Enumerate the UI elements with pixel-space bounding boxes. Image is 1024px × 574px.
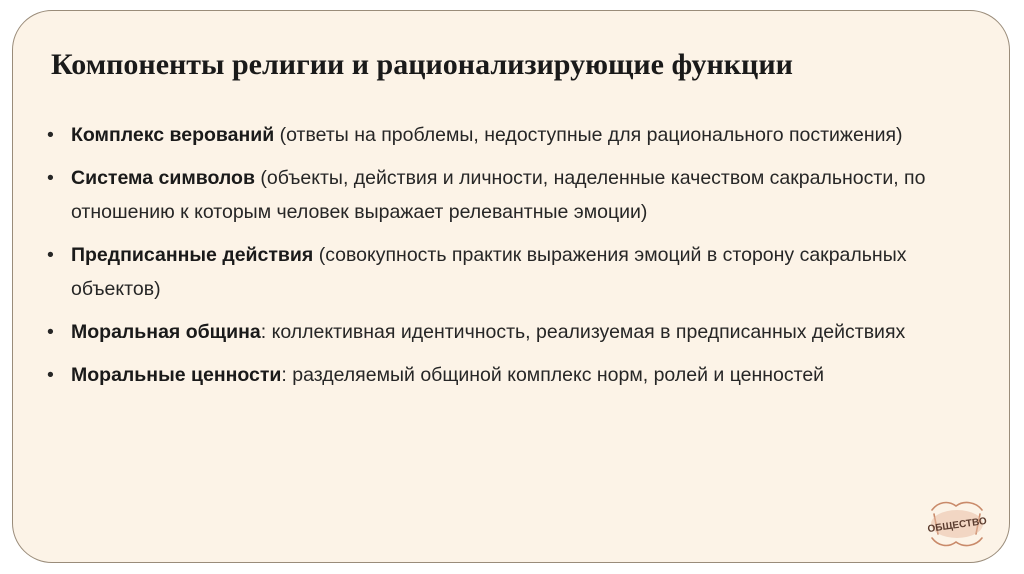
bullet-term: Комплекс верований xyxy=(71,124,275,146)
bullet-dot: • xyxy=(47,124,54,146)
bullet-text: : разделяемый общиной комплекс норм, ролей и ценностей xyxy=(281,364,825,386)
bullet-text: (совокупность практик выражения эмоций в сторону сакральных объектов) xyxy=(71,244,907,300)
list-item xyxy=(47,358,927,392)
list-item xyxy=(47,118,927,152)
list-item xyxy=(47,161,927,229)
bullet-dot: • xyxy=(47,321,54,343)
bullet-dot: • xyxy=(47,364,54,386)
bullet-list xyxy=(47,118,927,401)
bullet-dot: • xyxy=(47,244,54,266)
bullet-term: Моральная община xyxy=(71,321,261,343)
bullet-dot: • xyxy=(47,167,54,189)
bullet-text: : коллективная идентичность, реализуемая в предписанных действиях xyxy=(260,321,906,343)
bullet-term: Моральные ценности xyxy=(71,364,282,386)
bullet-term: Предписанные действия xyxy=(71,244,314,266)
list-item xyxy=(47,315,927,349)
slide-title: Компоненты религии и рационализирующие функции xyxy=(51,48,793,81)
bullet-text: (ответы на проблемы, недоступные для рационального постижения) xyxy=(274,124,903,146)
list-item xyxy=(47,238,927,306)
bullet-term: Система символов xyxy=(71,167,255,189)
logo-text: ОБЩЕСТВО xyxy=(926,515,988,536)
slide xyxy=(12,10,1010,563)
bullet-text: (объекты, действия и личности, наделенные качеством сакральности, по отношению к которым человек выражает релевантные эмоции) xyxy=(71,167,926,223)
hands-logo-icon xyxy=(924,496,990,552)
